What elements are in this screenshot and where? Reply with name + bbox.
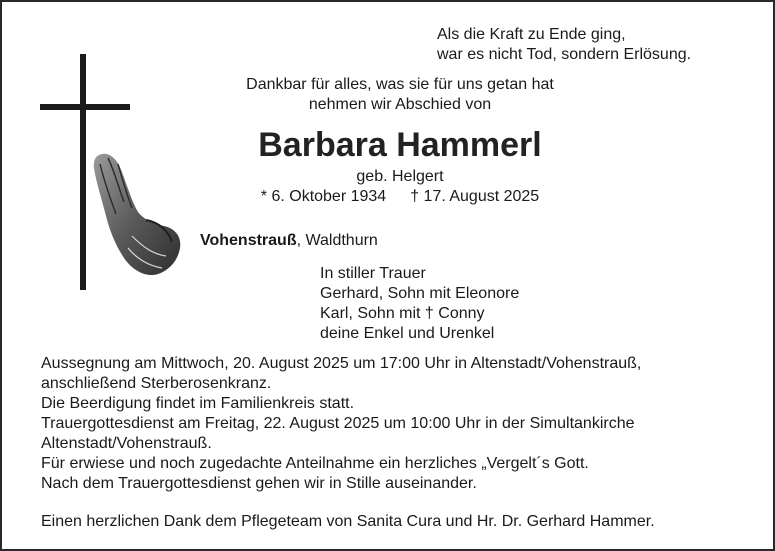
intro-line-1: Dankbar für alles, was sie für uns getan hat: [246, 76, 554, 93]
deceased-name: Barbara Hammerl: [258, 126, 542, 164]
mourner-line: In stiller Trauer: [320, 265, 426, 282]
birth-name: geb. Helgert: [356, 168, 444, 185]
service-notice: [41, 354, 641, 494]
mourner-line: Gerhard, Sohn mit Eleonore: [320, 285, 520, 302]
notice-line: anschließend Sterberosenkranz.: [41, 375, 272, 392]
intro-block: [205, 75, 595, 115]
notice-line: Trauergottesdienst am Freitag, 22. August 2025 um 10:00 Uhr in der Simultankirche: [41, 415, 635, 432]
mourner-line: Karl, Sohn mit † Conny: [320, 305, 485, 322]
notice-line: Die Beerdigung findet im Familienkreis statt.: [41, 395, 355, 412]
life-dates: [200, 187, 600, 207]
birth-date: * 6. Oktober 1934: [260, 188, 387, 205]
notice-line: Altenstadt/Vohenstrauß.: [41, 435, 212, 452]
intro-line-2: nehmen wir Abschied von: [308, 96, 492, 113]
thanks-line: Einen herzlichen Dank dem Pflegeteam von Sanita Cura und Hr. Dr. Gerhard Hammer.: [41, 513, 655, 530]
place-main: Vohenstrauß: [200, 232, 297, 249]
poem-line-2: war es nicht Tod, sondern Erlösung.: [437, 46, 692, 63]
notice-line: Nach dem Trauergottesdienst gehen wir in Stille auseinander.: [41, 475, 477, 492]
poem-block: [437, 25, 691, 65]
place-line: [200, 231, 378, 251]
death-date: † 17. August 2025: [410, 188, 540, 205]
praying-hands-icon: [88, 150, 184, 278]
place-rest: , Waldthurn: [296, 232, 378, 249]
mourners-block: [320, 264, 519, 344]
notice-line: Aussegnung am Mittwoch, 20. August 2025 um 17:00 Uhr in Altenstadt/Vohenstrauß,: [41, 355, 642, 372]
poem-line-1: Als die Kraft zu Ende ging,: [437, 26, 626, 43]
notice-line: Für erwiese und noch zugedachte Anteilnahme ein herzliches „Vergelt´s Gott.: [41, 455, 589, 472]
mourner-line: deine Enkel und Urenkel: [320, 325, 495, 342]
